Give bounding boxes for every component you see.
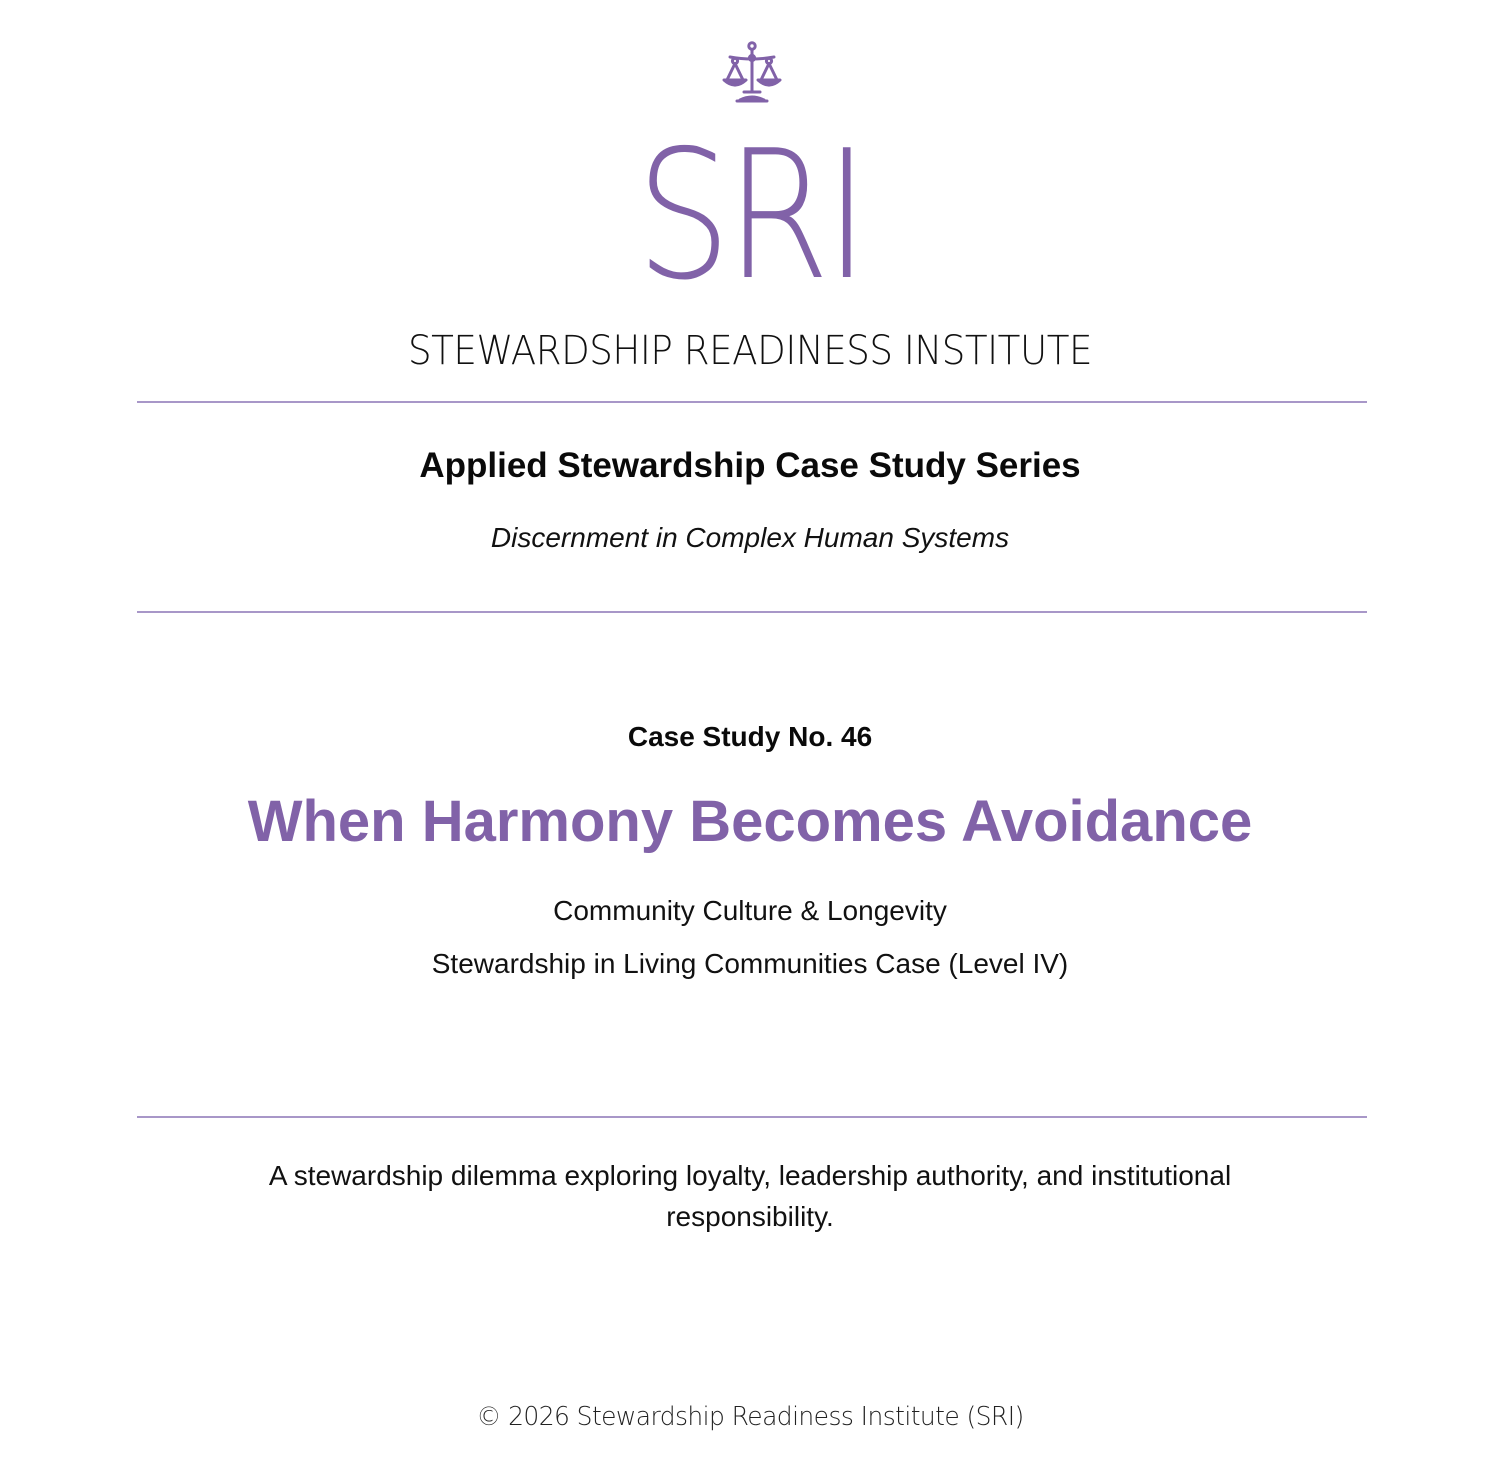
series-subtitle: Discernment in Complex Human Systems [490, 522, 1010, 553]
copyright-notice: © 2026 Stewardship Readiness Institute (SRI) [476, 1402, 1024, 1432]
case-number: Case Study No. 46 [627, 721, 873, 752]
organization-name: STEWARDSHIP READINESS INSTITUTE [407, 328, 1093, 374]
case-category: Community Culture & Longevity [553, 895, 947, 926]
divider [137, 401, 1367, 403]
case-level: Stewardship in Living Communities Case (Level IV) [431, 948, 1069, 979]
case-title: When Harmony Becomes Avoidance [247, 789, 1253, 854]
divider [137, 1116, 1367, 1118]
logo-acronym: SRI [636, 112, 864, 319]
series-title: Applied Stewardship Case Study Series [419, 446, 1081, 485]
scales-of-justice-icon [720, 40, 784, 106]
divider [137, 611, 1367, 613]
case-summary: A stewardship dilemma exploring loyalty, leadership authority, and institutional responsibility. [268, 1160, 1232, 1232]
